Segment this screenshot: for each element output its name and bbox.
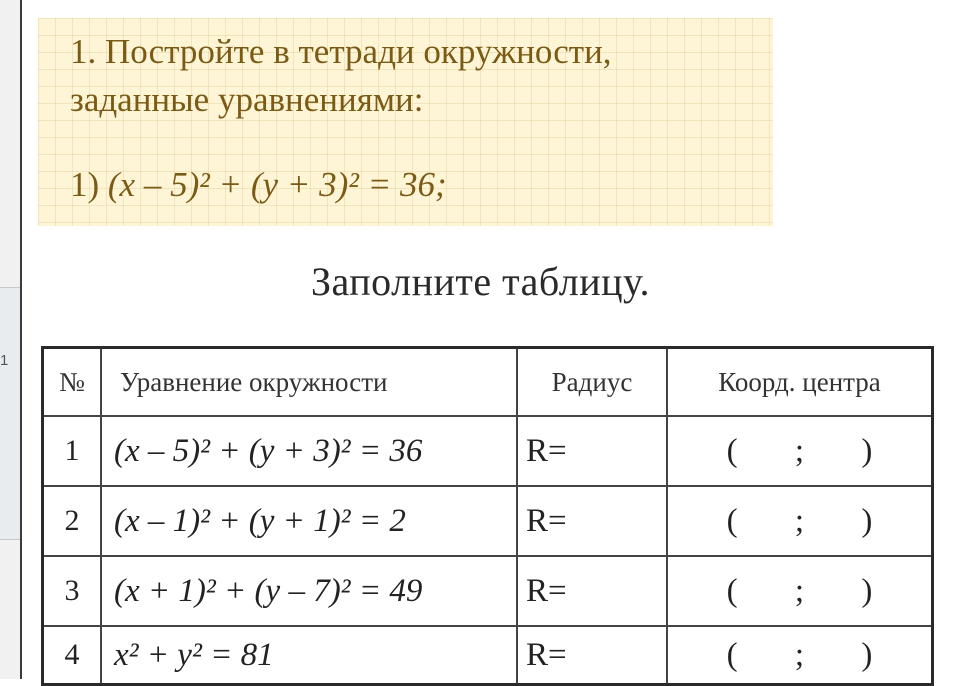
header-center: Коорд. центра xyxy=(666,349,931,415)
header-equation: Уравнение окружности xyxy=(100,349,516,415)
center-close-paren: ) xyxy=(861,502,873,539)
center-input[interactable] xyxy=(666,417,931,485)
table-row xyxy=(44,625,931,683)
table-row xyxy=(44,555,931,625)
row-equation: (x – 5)² + (y + 3)² = 36 xyxy=(100,417,516,485)
radius-input[interactable]: R= xyxy=(516,627,666,683)
row-equation: (x + 1)² + (y – 7)² = 49 xyxy=(100,557,516,625)
task-title-line-2: заданные уравнениями: xyxy=(70,80,424,119)
center-input[interactable] xyxy=(666,627,931,683)
task-equation-line xyxy=(70,165,447,205)
row-number: 2 xyxy=(64,504,80,537)
center-separator: ; xyxy=(794,572,805,609)
radius-input[interactable]: R= xyxy=(516,487,666,555)
center-open-paren: ( xyxy=(726,502,738,539)
center-input[interactable] xyxy=(666,557,931,625)
task-title-line-1: 1. Постройте в тетради окружности, xyxy=(70,32,612,71)
center-input[interactable] xyxy=(666,487,931,555)
center-open-paren: ( xyxy=(726,636,738,673)
row-number: 1 xyxy=(64,434,80,467)
task-item-number: 1) xyxy=(70,165,100,204)
table-header-row xyxy=(44,349,931,415)
task-box xyxy=(38,18,773,226)
left-margin-rule xyxy=(20,0,22,679)
radius-input[interactable]: R= xyxy=(516,417,666,485)
row-number: 3 xyxy=(64,574,80,607)
task-item-equation: (x – 5)² + (y + 3)² = 36; xyxy=(107,165,447,204)
page-heading: Заполните таблицу. xyxy=(311,259,650,304)
header-radius: Радиус xyxy=(516,349,666,415)
side-tab[interactable] xyxy=(0,287,22,540)
radius-input[interactable]: R= xyxy=(516,557,666,625)
row-number: 4 xyxy=(64,638,80,671)
side-tab-label: 1 xyxy=(0,352,9,369)
center-separator: ; xyxy=(794,502,805,539)
center-close-paren: ) xyxy=(861,636,873,673)
center-open-paren: ( xyxy=(726,572,738,609)
circle-table xyxy=(41,346,934,686)
center-separator: ; xyxy=(794,432,805,469)
row-equation: (x – 1)² + (y + 1)² = 2 xyxy=(100,487,516,555)
row-equation: x² + y² = 81 xyxy=(100,627,516,683)
center-close-paren: ) xyxy=(861,432,873,469)
table-row xyxy=(44,415,931,485)
center-close-paren: ) xyxy=(861,572,873,609)
header-number: № xyxy=(59,366,85,397)
center-open-paren: ( xyxy=(726,432,738,469)
table-row xyxy=(44,485,931,555)
center-separator: ; xyxy=(794,636,805,673)
